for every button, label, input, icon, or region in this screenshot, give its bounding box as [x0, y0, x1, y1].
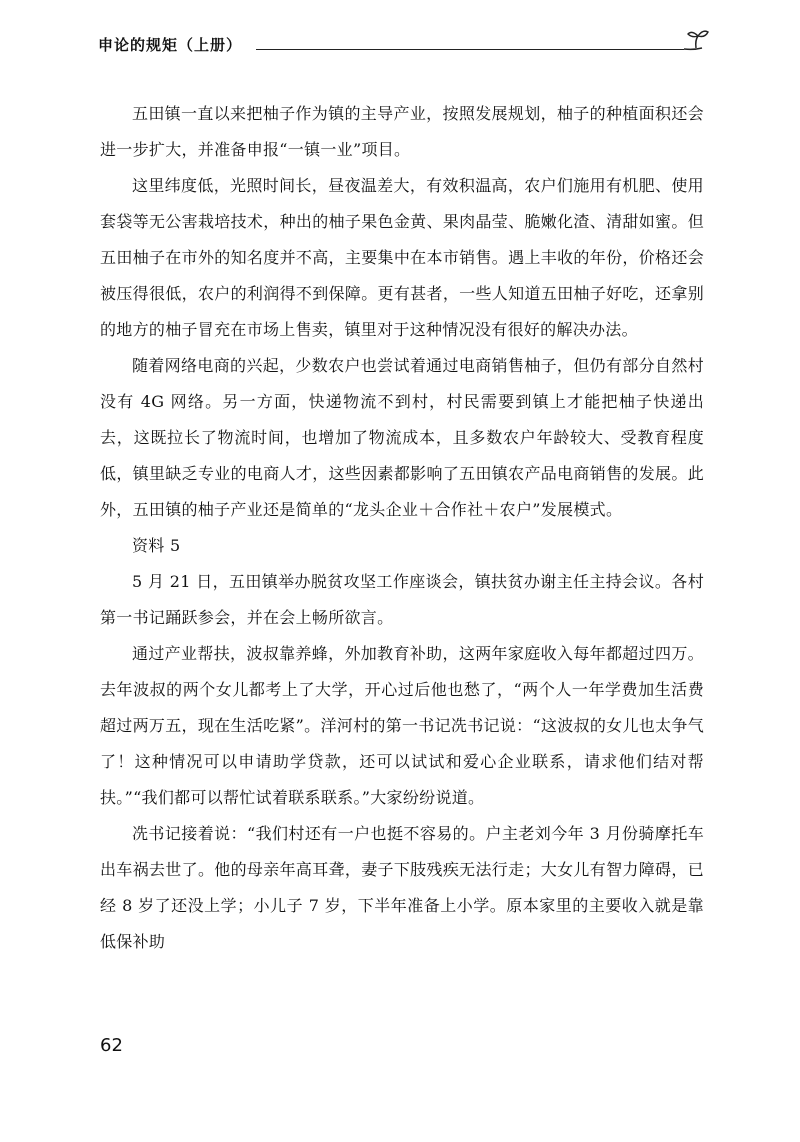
book-title: 申论的规矩（上册） — [98, 36, 243, 54]
sprout-icon — [680, 28, 712, 56]
paragraph-1: 五田镇一直以来把柚子作为镇的主导产业，按照发展规划，柚子的种植面积还会进一步扩大，并准备申报“一镇一业”项目。 — [100, 104, 704, 159]
body-text — [100, 96, 704, 960]
section-heading-material-5: 资料 5 — [132, 536, 181, 555]
header-rule — [256, 49, 684, 50]
paragraph-5: 通过产业帮扶，波叔靠养蜂，外加教育补助，这两年家庭收入每年都超过四万。去年波叔的两个女儿都考上了大学，开心过后他也愁了，“两个人一年学费加生活费超过两万五，现在生活吃紧”。洋河村的第一书记冼书记说：“这波叔的女儿也太争气了！这种情况可以申请助学贷款，还可以试试和爱心企业联系，请求他们结对帮扶。”“我们都可以帮忙试着联系联系。”大家纷纷说道。 — [100, 644, 704, 807]
running-header — [98, 28, 710, 58]
paragraph-2: 这里纬度低，光照时间长，昼夜温差大，有效积温高，农户们施用有机肥、使用套袋等无公害栽培技术，种出的柚子果色金黄、果肉晶莹、脆嫩化渣、清甜如蜜。但五田柚子在市外的知名度并不高，主要集中在本市销售。遇上丰收的年份，价格还会被压得很低，农户的利润得不到保障。更有甚者，一些人知道五田柚子好吃，还拿别的地方的柚子冒充在市场上售卖，镇里对于这种情况没有很好的解决办法。 — [100, 176, 704, 339]
paragraph-3: 随着网络电商的兴起，少数农户也尝试着通过电商销售柚子，但仍有部分自然村没有 4G 网络。另一方面，快递物流不到村，村民需要到镇上才能把柚子快递出去，这既拉长了物流时间，也增加了物流成本，且多数农户年龄较大、受教育程度低，镇里缺乏专业的电商人才，这些因素都影响了五田镇农产品电商销售的发展。此外，五田镇的柚子产业还是简单的“龙头企业＋合作社＋农户”发展模式。 — [100, 356, 704, 519]
paragraph-4: 5 月 21 日，五田镇举办脱贫攻坚工作座谈会，镇扶贫办谢主任主持会议。各村第一书记踊跃参会，并在会上畅所欲言。 — [100, 572, 704, 627]
paragraph-6: 冼书记接着说：“我们村还有一户也挺不容易的。户主老刘今年 3 月份骑摩托车出车祸去世了。他的母亲年高耳聋，妻子下肢残疾无法行走；大女儿有智力障碍，已经 8 岁了还没上学；小儿子 7 岁，下半年准备上小学。原本家里的主要收入就是靠低保补助 — [100, 824, 704, 951]
page-number: 62 — [100, 1035, 123, 1056]
